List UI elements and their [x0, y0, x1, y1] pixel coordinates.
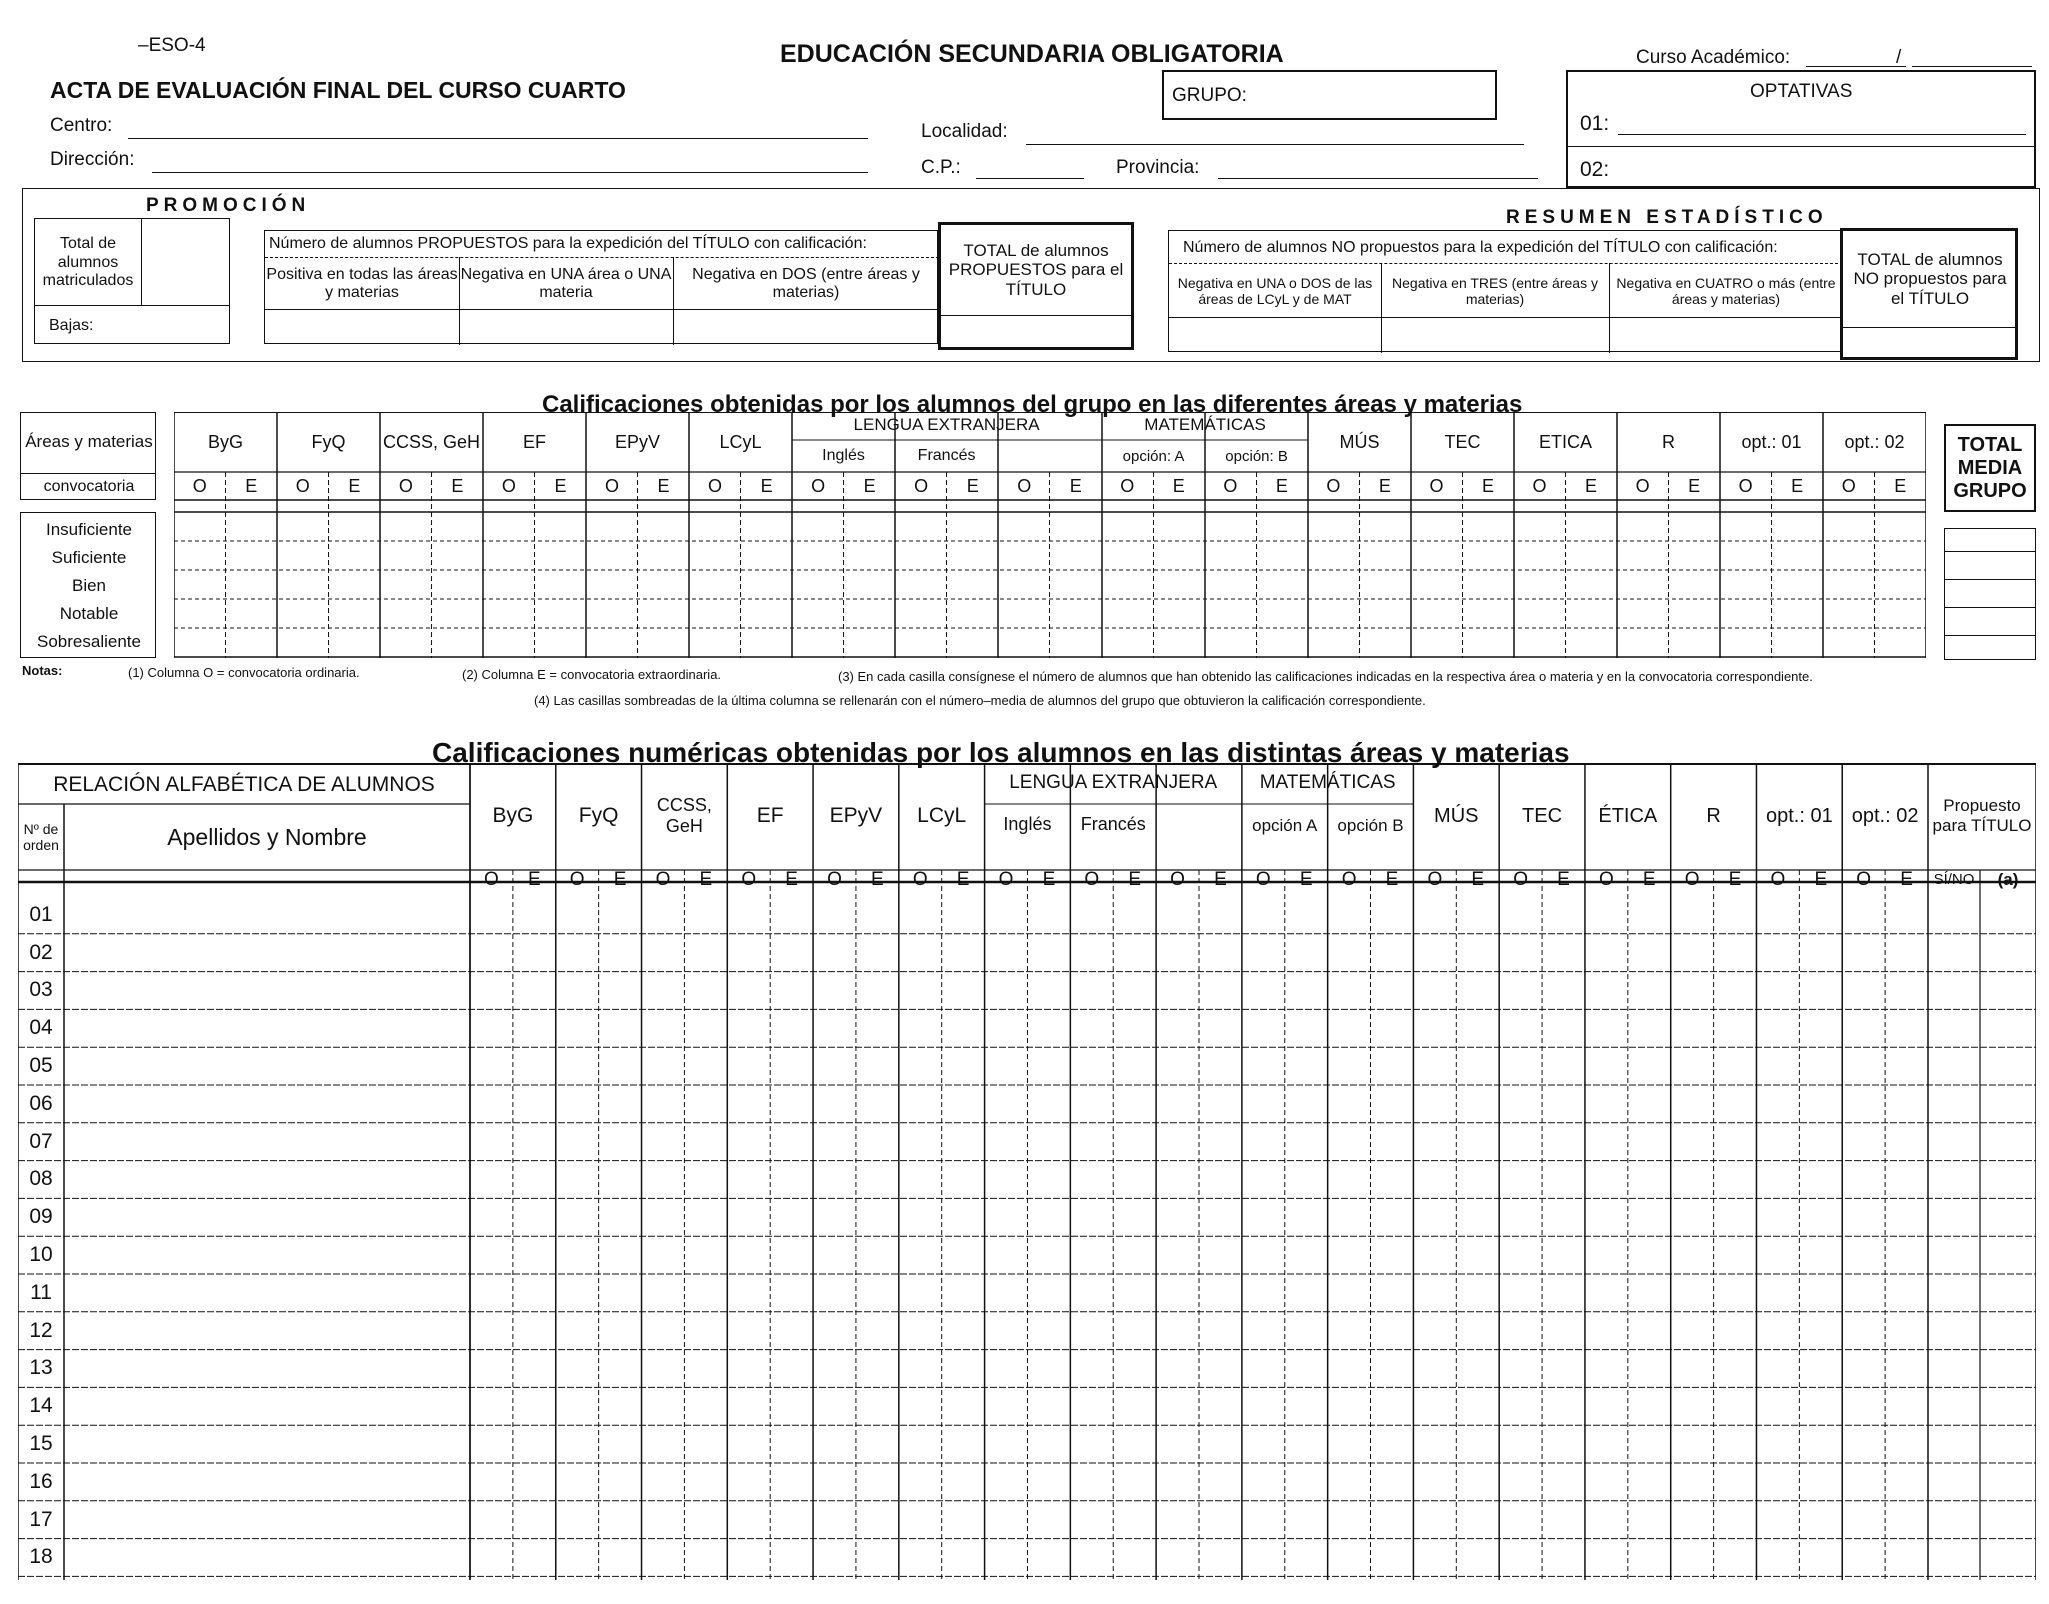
optativas-label: OPTATIVAS	[1750, 81, 1853, 102]
provincia-label: Provincia:	[1116, 157, 1200, 178]
conv-o: O	[1017, 475, 1032, 496]
conv-o: O	[1120, 475, 1135, 496]
no-propuestos-header: Número de alumnos NO propuestos para la expedición del TÍTULO con calificación:	[1183, 239, 1778, 256]
grade-subject-b-0: MÚS	[1339, 431, 1380, 452]
grade-subject-b-1: TEC	[1444, 431, 1481, 452]
cp-field[interactable]	[976, 178, 1084, 179]
num-conv-o: O	[1513, 869, 1528, 891]
conv-o: O	[914, 475, 929, 496]
propuesto-label: Propuesto para TÍTULO	[1932, 796, 2032, 835]
form-code: –ESO-4	[138, 35, 206, 56]
cp-label: C.P.:	[921, 157, 961, 178]
neg-tres-label: Negativa en TRES (entre áreas y materias)	[1392, 274, 1598, 307]
num-conv-o: O	[741, 869, 757, 891]
num-subject-b-0: MÚS	[1434, 804, 1479, 827]
promocion-label: PROMOCIÓN	[146, 195, 311, 216]
row-number-07: 07	[29, 1129, 53, 1153]
num-conv-e: E	[1814, 869, 1828, 891]
grupo-label: GRUPO:	[1172, 85, 1247, 106]
opt02-label: 02:	[1580, 158, 1610, 181]
sino-label: SÍ/NO	[1933, 871, 1975, 889]
grade-subject-3: EF	[523, 431, 547, 452]
rating-bien: Bien	[71, 576, 107, 596]
num-subject-2: CCSS, GeH	[656, 795, 712, 836]
a-label: (a)	[1997, 870, 2019, 890]
grade-subject-b-2: ETICA	[1539, 431, 1593, 452]
num-conv-o: O	[912, 869, 928, 891]
num-opcion-a: opción A	[1252, 816, 1318, 836]
grade-subject-2: CCSS, GeH	[383, 431, 481, 452]
total-media-box	[1944, 424, 2036, 512]
resumen-label: RESUMEN ESTADÍSTICO	[1506, 207, 1828, 228]
num-subject-0: ByG	[492, 803, 534, 827]
row-number-16: 16	[29, 1469, 53, 1493]
propuestos-table	[264, 230, 938, 344]
num-conv-o: O	[1684, 869, 1700, 891]
neg-cuatro-label: Negativa en CUATRO o más (entre áreas y materias)	[1616, 274, 1836, 307]
conv-e: E	[966, 475, 979, 496]
num-subject-b-1: TEC	[1522, 804, 1563, 827]
conv-o: O	[398, 475, 413, 496]
num-conv-o: O	[1427, 869, 1443, 891]
conv-o: O	[295, 475, 310, 496]
total-media-cells[interactable]	[1944, 528, 2036, 660]
curso-slash: /	[1896, 47, 1902, 68]
num-conv-e: E	[527, 869, 541, 891]
num-conv-e: E	[1042, 869, 1056, 891]
note-4: (4) Las casillas sombreadas de la última columna se rellenarán con el número–media de alumnos del grupo que obtuvieron la calificación correspondiente.	[534, 693, 1426, 708]
relacion-label: RELACIÓN ALFABÉTICA DE ALUMNOS	[53, 772, 435, 796]
num-subject-3: EF	[756, 803, 784, 827]
rating-notable: Notable	[59, 604, 119, 624]
grade-subject-5: LCyL	[719, 431, 762, 452]
conv-e: E	[863, 475, 876, 496]
rating-sobresaliente: Sobresaliente	[37, 632, 141, 652]
opt01-field[interactable]	[1618, 134, 2026, 135]
num-conv-o: O	[1856, 869, 1872, 891]
note-3: (3) En cada casilla consígnese el número de alumnos que han obtenido las calificaciones indicadas en la respectiva área o materia y en la convocatoria correspondiente.	[838, 669, 1813, 684]
total-media-label: TOTAL MEDIA GRUPO	[1953, 433, 2027, 502]
num-subject-5: LCyL	[917, 803, 967, 827]
num-orden-label: Nº de orden	[23, 820, 59, 853]
num-conv-e: E	[699, 869, 713, 891]
grade-mat-header: MATEMÁTICAS	[1144, 415, 1266, 435]
curso-year-2-field[interactable]	[1912, 66, 2032, 67]
num-conv-o: O	[1770, 869, 1786, 891]
conv-o: O	[604, 475, 619, 496]
grade-subject-0: ByG	[208, 431, 244, 452]
positiva-label: Positiva en todas las áreas y materias	[266, 265, 458, 301]
conv-o: O	[1532, 475, 1547, 496]
conv-o: O	[1326, 475, 1341, 496]
row-number-14: 14	[29, 1394, 53, 1418]
row-number-15: 15	[29, 1432, 53, 1456]
conv-e: E	[1585, 475, 1598, 496]
conv-e: E	[657, 475, 670, 496]
row-number-03: 03	[29, 978, 53, 1002]
num-subject-1: FyQ	[578, 803, 619, 827]
curso-academico-label: Curso Académico:	[1636, 47, 1791, 68]
numeric-section-title: Calificaciones numéricas obtenidas por los alumnos en las distintas áreas y materias	[432, 737, 1570, 768]
conv-e: E	[760, 475, 773, 496]
num-lengua-header: LENGUA EXTRANJERA	[1009, 772, 1218, 794]
localidad-field[interactable]	[1026, 144, 1524, 145]
row-number-17: 17	[29, 1507, 53, 1531]
conv-e: E	[1378, 475, 1391, 496]
no-propuestos-table	[1168, 230, 1842, 352]
conv-e: E	[245, 475, 258, 496]
conv-e: E	[1069, 475, 1082, 496]
page-title: EDUCACIÓN SECUNDARIA OBLIGATORIA	[780, 40, 1284, 68]
total-matriculados-label: Total de alumnos matriculados	[42, 235, 134, 290]
grades-section-title: Calificaciones obtenidas por los alumnos del grupo en las diferentes áreas y materias	[542, 391, 1523, 418]
note-1: (1) Columna O = convocatoria ordinaria.	[128, 665, 360, 680]
total-no-propuestos-label: TOTAL de alumnos NO propuestos para el TÍTULO	[1853, 249, 2007, 308]
grade-lengua-header: LENGUA EXTRANJERA	[853, 415, 1040, 435]
num-conv-e: E	[956, 869, 970, 891]
row-number-18: 18	[29, 1545, 53, 1569]
num-subject-b-3: R	[1706, 804, 1721, 827]
grade-subject-1: FyQ	[311, 431, 346, 452]
num-conv-o: O	[1084, 869, 1100, 891]
conv-e: E	[1172, 475, 1185, 496]
row-number-04: 04	[29, 1016, 53, 1040]
total-propuestos-box	[938, 222, 1134, 350]
conv-o: O	[192, 475, 207, 496]
localidad-label: Localidad:	[921, 121, 1008, 142]
conv-e: E	[1481, 475, 1494, 496]
direccion-field[interactable]	[152, 172, 868, 173]
centro-label: Centro:	[50, 115, 113, 136]
row-number-13: 13	[29, 1356, 53, 1380]
num-conv-e: E	[1128, 869, 1142, 891]
row-number-12: 12	[29, 1318, 53, 1342]
provincia-field[interactable]	[1218, 178, 1538, 179]
bajas-label: Bajas:	[49, 317, 94, 334]
conv-o: O	[1738, 475, 1753, 496]
row-number-10: 10	[29, 1243, 53, 1267]
num-conv-e: E	[613, 869, 627, 891]
row-number-11: 11	[30, 1280, 52, 1304]
num-conv-o: O	[998, 869, 1014, 891]
row-number-06: 06	[29, 1091, 53, 1115]
propuestos-header: Número de alumnos PROPUESTOS para la expedición del TÍTULO con calificación:	[269, 235, 867, 252]
rating-suficiente: Suficiente	[51, 548, 127, 568]
opt01-label: 01:	[1580, 112, 1610, 135]
rating-insuficiente: Insuficiente	[46, 520, 132, 540]
direccion-label: Dirección:	[50, 149, 135, 170]
note-2: (2) Columna E = convocatoria extraordinaria.	[462, 667, 722, 682]
num-conv-e: E	[1557, 869, 1570, 891]
conv-e: E	[451, 475, 464, 496]
areas-label: Áreas y materias	[25, 432, 153, 452]
num-conv-o: O	[1255, 869, 1271, 891]
grade-opcion-b: opción: B	[1225, 448, 1288, 466]
grades-grid	[174, 412, 1926, 658]
grade-subject-b-4: opt.: 01	[1741, 431, 1802, 452]
num-subject-b-4: opt.: 01	[1765, 804, 1833, 827]
num-frances: Francés	[1080, 813, 1146, 834]
apellidos-label: Apellidos y Nombre	[167, 823, 367, 850]
num-ingles: Inglés	[1003, 813, 1052, 834]
row-number-09: 09	[29, 1205, 53, 1229]
conv-e: E	[1791, 475, 1804, 496]
convocatoria-label: convocatoria	[43, 477, 135, 495]
grade-frances: Francés	[917, 446, 976, 464]
ratings-box	[20, 512, 156, 658]
row-number-01: 01	[29, 902, 53, 926]
num-conv-o: O	[827, 869, 842, 891]
num-mat-header: MATEMÁTICAS	[1259, 772, 1396, 794]
conv-e: E	[1894, 475, 1907, 496]
num-conv-o: O	[1598, 869, 1614, 891]
grade-subject-b-5: opt.: 02	[1844, 431, 1905, 452]
num-conv-e: E	[1471, 869, 1485, 891]
total-no-propuestos-box	[1840, 228, 2018, 360]
conv-o: O	[1429, 475, 1444, 496]
num-conv-o: O	[1170, 869, 1185, 891]
conv-e: E	[348, 475, 361, 496]
grade-subject-4: EPyV	[615, 431, 661, 452]
grade-subject-b-3: R	[1662, 431, 1676, 452]
num-subject-b-5: opt.: 02	[1851, 804, 1919, 827]
centro-field[interactable]	[128, 138, 868, 139]
grade-opcion-a: opción: A	[1122, 448, 1185, 466]
conv-o: O	[1223, 475, 1238, 496]
grade-ingles: Inglés	[822, 446, 865, 464]
notes-label: Notas:	[22, 663, 63, 678]
conv-o: O	[1635, 475, 1650, 496]
num-opcion-b: opción B	[1337, 816, 1404, 836]
total-propuestos-label: TOTAL de alumnos PROPUESTOS para el TÍTULO	[948, 240, 1124, 299]
matriculados-box	[34, 218, 230, 344]
acta-title: ACTA DE EVALUACIÓN FINAL DEL CURSO CUARTO	[50, 77, 626, 103]
num-subject-4: EPyV	[829, 803, 883, 827]
curso-year-1-field[interactable]	[1806, 66, 1906, 67]
num-conv-e: E	[871, 869, 884, 891]
num-conv-e: E	[1728, 869, 1742, 891]
conv-e: E	[554, 475, 567, 496]
num-conv-e: E	[785, 869, 798, 891]
negativa-una-label: Negativa en UNA área o UNA materia	[460, 265, 672, 301]
num-conv-o: O	[484, 869, 499, 891]
grupo-box[interactable]	[1162, 70, 1497, 120]
num-conv-o: O	[1341, 869, 1357, 891]
num-conv-e: E	[1299, 869, 1313, 891]
areas-header-box	[20, 412, 156, 500]
num-subject-b-2: ÉTICA	[1598, 804, 1658, 827]
conv-o: O	[708, 475, 723, 496]
optativas-box	[1566, 70, 2036, 188]
row-number-02: 02	[29, 940, 53, 964]
row-number-05: 05	[29, 1054, 53, 1078]
numeric-grid	[18, 762, 2036, 1580]
negativa-dos-label: Negativa en DOS (entre áreas y materias)	[692, 265, 920, 301]
num-conv-e: E	[1900, 869, 1913, 891]
conv-o: O	[1841, 475, 1856, 496]
num-conv-e: E	[1214, 869, 1227, 891]
conv-o: O	[811, 475, 826, 496]
num-conv-e: E	[1385, 869, 1399, 891]
num-conv-o: O	[655, 869, 671, 891]
row-number-08: 08	[29, 1167, 53, 1191]
num-conv-e: E	[1642, 869, 1656, 891]
num-conv-o: O	[569, 869, 585, 891]
conv-e: E	[1688, 475, 1701, 496]
neg-una-dos-label: Negativa en UNA o DOS de las áreas de LCyL y de MAT	[1177, 274, 1373, 307]
conv-o: O	[501, 475, 516, 496]
conv-e: E	[1275, 475, 1288, 496]
